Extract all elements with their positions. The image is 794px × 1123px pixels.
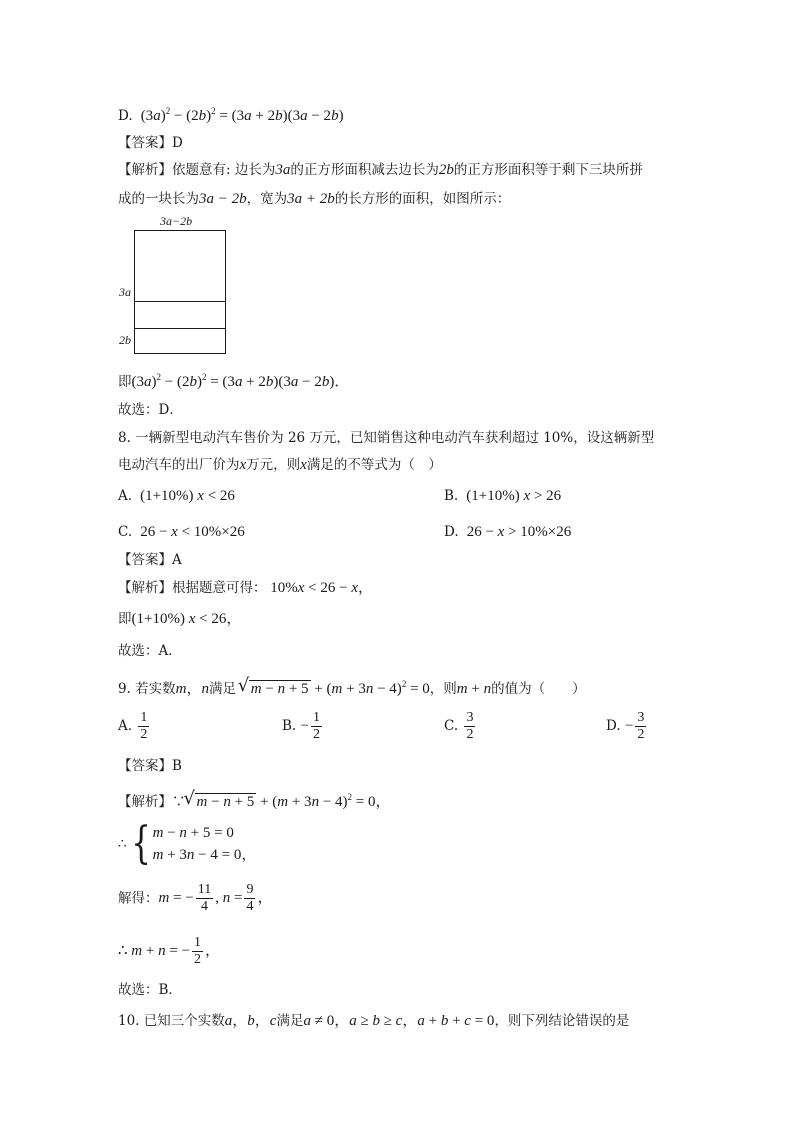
q7-analysis-line2 (118, 190, 510, 208)
q9-answer: 【答案】B (118, 758, 182, 774)
math-expression: m + n (456, 681, 492, 697)
option-label: D. (444, 524, 459, 540)
q7-select: 故选：D． (118, 402, 183, 418)
because-symbol: ∵ (172, 794, 186, 810)
minus-sign: − (300, 718, 309, 734)
text: 电动汽车的出厂价为 (118, 457, 240, 473)
math-expression: (1+10%) x > 26 (462, 488, 562, 504)
math-expression: m = − (158, 890, 194, 906)
q9-option-c (444, 710, 477, 743)
math-var: x (300, 457, 307, 473)
option-label: B. (444, 488, 459, 504)
fraction: $\frac{3}{2}$ (637, 710, 645, 742)
figure-divider (135, 301, 225, 302)
option-label: C. (118, 524, 133, 540)
fraction: $\frac{11}{4}$ (197, 882, 212, 914)
math-expression: 26 − x > 10%×26 (462, 524, 572, 540)
q9-solution (118, 882, 272, 915)
text: 的长方形的面积，如图所示： (334, 191, 511, 207)
q10-stem (118, 1012, 629, 1030)
math-var: a，b，c (224, 1013, 277, 1029)
text: 万元，则 (246, 457, 301, 473)
math-expression: 3a + 2b (287, 191, 335, 207)
q8-option-b (444, 488, 561, 505)
q7-option-d (118, 102, 344, 125)
text: ，宽为 (246, 191, 288, 207)
therefore-symbol: ∴ (118, 836, 127, 852)
text: 即 (118, 611, 132, 627)
q8-select: 故选：A． (118, 643, 182, 659)
q7-analysis-line1 (118, 161, 643, 179)
math-expression: 10%x < 26 − x， (266, 580, 374, 596)
sqrt: √ m − n + 5 (183, 788, 255, 810)
equation-system: m − n + 5 = 0 m + 3n − 4 = 0， (152, 825, 257, 863)
q8-option-c (118, 524, 245, 541)
q8-answer: 【答案】A (118, 552, 182, 568)
analysis-label: 【解析】 (118, 162, 172, 178)
q8-option-a (118, 488, 235, 505)
math-expression: , n = (215, 890, 243, 906)
fraction: $\frac{1}{2}$ (194, 935, 202, 967)
figure-left-label-2b: 2b (119, 333, 131, 347)
q9-option-d (606, 710, 648, 743)
option-label: A. (118, 488, 133, 504)
q9-select: 故选：B． (118, 982, 182, 998)
option-label: A. (118, 718, 133, 734)
text: 解得： (118, 890, 159, 907)
brace-icon: { (130, 818, 151, 869)
text: 的正方形面积等于剩下三块所拼 (453, 162, 643, 178)
math-expression: a ≠ 0，a ≥ b ≥ c，a + b + c = 0 (303, 1013, 495, 1029)
q8-stem-line1: 8. 一辆新型电动汽车售价为 26 万元，已知销售这种电动汽车获利超过 10%，设这辆新型 (118, 430, 655, 446)
q9-option-a (118, 710, 151, 743)
math-expression: $(3a)^2 - (2b)^2 = (3a + 2b)(3a - 2b)$． (131, 372, 350, 390)
text: 的值为（ ） (491, 681, 586, 697)
fraction: $\frac{9}{4}$ (246, 882, 254, 914)
text: 即 (118, 374, 132, 390)
text: 成的一块长为 (118, 191, 199, 207)
math-expression: (1+10%) x < 26 (136, 488, 235, 504)
q8-option-d (444, 524, 571, 541)
q9-analysis (118, 788, 391, 811)
text: ，则下列结论错误的是 (494, 1013, 630, 1029)
math-expression: ∴ m + n = − (118, 943, 191, 959)
text: 满足 (276, 1013, 304, 1029)
q8-analysis (118, 579, 373, 597)
q9-system (118, 818, 257, 869)
option-label: B. (282, 718, 297, 734)
analysis-label: 【解析】 (118, 794, 172, 810)
math-var: m，n (175, 681, 210, 697)
option-label: D. (606, 718, 621, 734)
text: 满足的不等式为（ ） (306, 457, 442, 473)
analysis-label: 【解析】 (118, 580, 172, 596)
math-expression: $(3a)^2 - (2b)^2 = (3a + 2b)(3a - 2b)$ (136, 106, 344, 124)
math-expression: √ $m - n + 5 + (m + 3n - 4)^2 = 0$ (237, 675, 430, 697)
comma: ， (205, 943, 221, 959)
q9-option-b (282, 710, 324, 743)
fraction: $\frac{3}{2}$ (466, 710, 474, 742)
figure-left-label-3a: 3a (119, 285, 131, 299)
sqrt: √ m − n + 5 (237, 675, 309, 697)
text: 满足 (209, 681, 237, 697)
q8-stem-line2 (118, 456, 442, 474)
math-expression: 3a − 2b (199, 191, 247, 207)
math-var: x (239, 457, 247, 473)
text: ，则 (429, 681, 457, 697)
q8-result (118, 610, 241, 628)
minus-sign: − (624, 718, 634, 734)
figure-top-label: 3a−2b (160, 214, 193, 228)
rectangle-figure (134, 230, 226, 354)
comma: ， (257, 890, 273, 906)
option-label: C. (444, 718, 459, 734)
q7-answer: 【答案】D (118, 135, 183, 151)
fraction: $\frac{1}{2}$ (140, 710, 148, 742)
fraction: $\frac{1}{2}$ (312, 710, 320, 742)
text: 根据题意可得： (172, 580, 267, 596)
option-label: D. (118, 108, 133, 124)
math-expression: 26 − x < 10%×26 (136, 524, 245, 540)
text: 依题意有: 边长为 (172, 162, 276, 178)
q7-result (118, 368, 349, 391)
figure-divider (135, 328, 225, 329)
math-var: 3a (275, 162, 291, 178)
text: 9. 若实数 (118, 681, 176, 697)
math-var: 2b (438, 162, 454, 178)
math-expression: √ $m - n + 5 + (m + 3n - 4)^2 = 0$， (183, 788, 391, 810)
text: 10. 已知三个实数 (118, 1013, 225, 1029)
math-expression: (1+10%) x < 26， (131, 611, 242, 627)
q9-sum (118, 935, 220, 968)
q9-stem (118, 675, 586, 698)
text: 的正方形面积减去边长为 (290, 162, 439, 178)
